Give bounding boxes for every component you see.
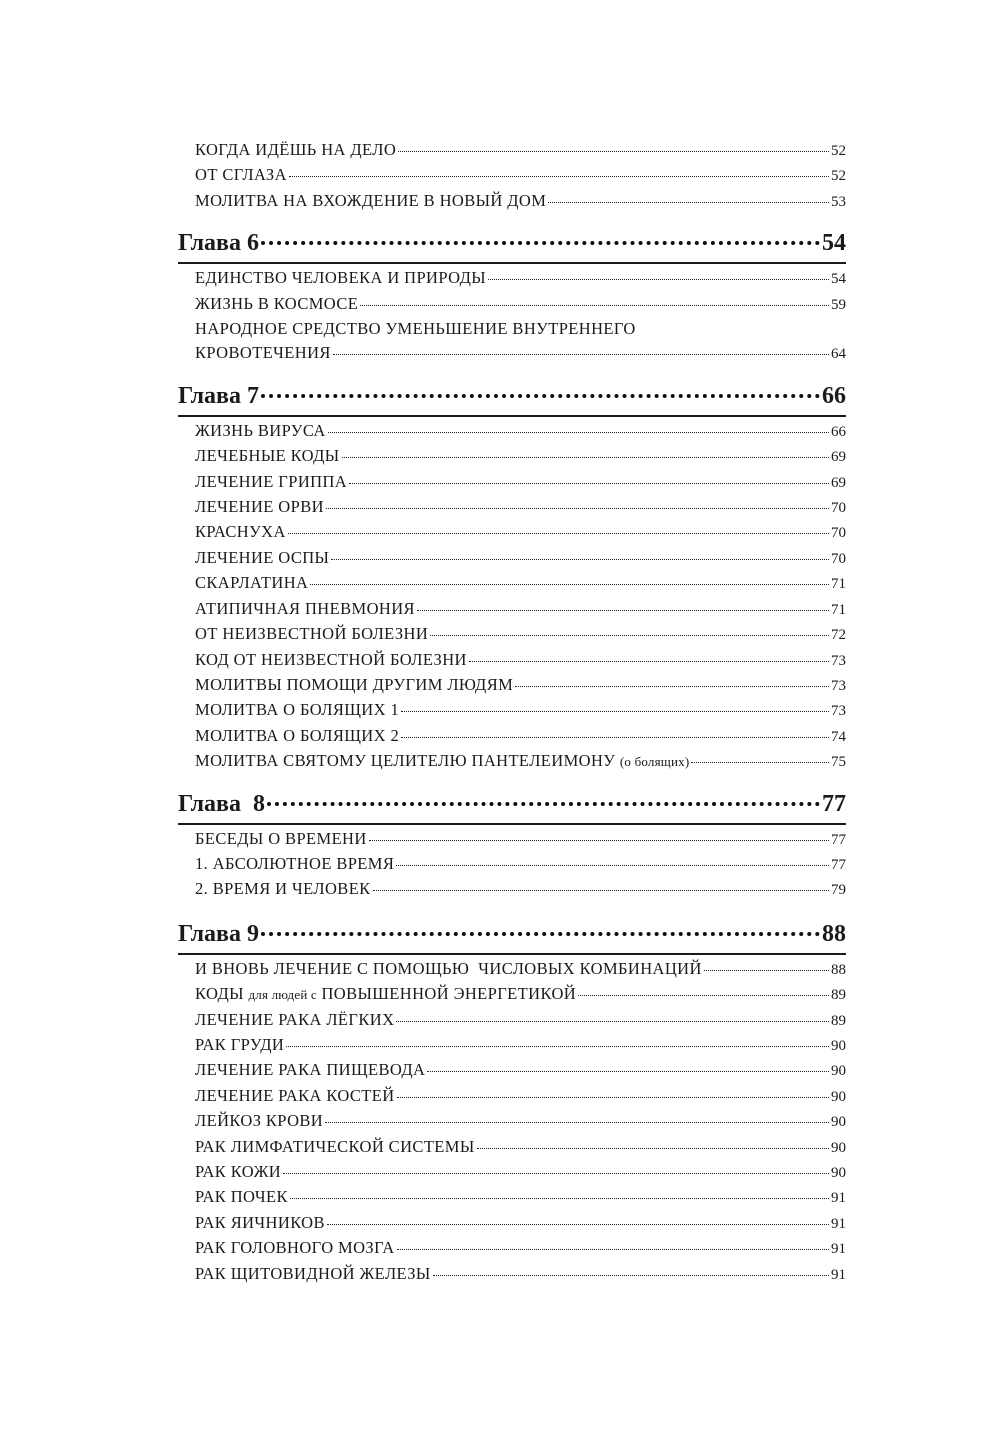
toc-entry[interactable] bbox=[178, 419, 846, 444]
toc-entry-page: 64 bbox=[831, 346, 846, 363]
toc-entry[interactable] bbox=[178, 1236, 846, 1261]
chapter-title: Глава 6 bbox=[178, 230, 259, 257]
toc-entry-title-main: МОЛИТВА СВЯТОМУ ЦЕЛИТЕЛЮ ПАНТЕЛЕИМОНУ bbox=[195, 751, 616, 771]
toc-entry-title bbox=[195, 982, 576, 1007]
toc-entry[interactable] bbox=[178, 470, 846, 495]
toc-entry-title: РАК ЯИЧНИКОВ bbox=[195, 1212, 325, 1232]
toc-entry[interactable] bbox=[178, 444, 846, 469]
dot-leader bbox=[328, 432, 829, 433]
toc-entry-title: ОТ НЕИЗВЕСТНОЙ БОЛЕЗНИ bbox=[195, 624, 429, 644]
dot-leader bbox=[333, 354, 829, 355]
toc-entry-title: ЛЕЧЕНИЕ ОСПЫ bbox=[195, 547, 330, 567]
toc-entry-page: 77 bbox=[831, 831, 846, 848]
dot-leader bbox=[342, 457, 829, 458]
toc-entry[interactable] bbox=[178, 724, 846, 749]
toc-entry[interactable] bbox=[178, 1185, 846, 1210]
toc-chapter-9 bbox=[178, 917, 846, 1287]
toc-entry-page: 91 bbox=[831, 1215, 846, 1232]
toc-entry-note: для людей с bbox=[248, 987, 317, 1003]
dot-leader bbox=[398, 151, 829, 152]
toc-entry-page: 69 bbox=[831, 449, 846, 466]
toc-entry-title: РАК КОЖИ bbox=[195, 1162, 282, 1181]
chapter-page: 66 bbox=[822, 382, 846, 409]
dot-leader bbox=[401, 711, 829, 712]
dot-leader bbox=[360, 305, 829, 306]
chapter-heading[interactable] bbox=[178, 787, 846, 821]
toc-entry-note: (о болящих) bbox=[619, 754, 690, 770]
toc-entry-wrapped-line[interactable]: НАРОДНОЕ СРЕДСТВО УМЕНЬШЕНИЕ ВНУТРЕННЕГО bbox=[195, 319, 636, 339]
dot-leader bbox=[477, 1148, 829, 1149]
toc-entry-page: 53 bbox=[831, 193, 846, 210]
dot-leader bbox=[548, 202, 829, 203]
toc-entry[interactable] bbox=[178, 648, 846, 673]
dot-leader bbox=[396, 1021, 829, 1022]
toc-entry[interactable] bbox=[178, 877, 846, 902]
dot-leader bbox=[396, 865, 829, 866]
toc-entry-title: 1. АБСОЛЮТНОЕ ВРЕМЯ bbox=[195, 853, 395, 873]
toc-entry[interactable] bbox=[178, 1135, 846, 1160]
toc-chapter-7 bbox=[178, 379, 846, 775]
toc-entry[interactable] bbox=[178, 495, 846, 520]
toc-entry-title: РАК ГОЛОВНОГО МОЗГА bbox=[195, 1238, 395, 1258]
dot-leader bbox=[290, 1198, 829, 1199]
toc-entry-page: 90 bbox=[831, 1139, 846, 1156]
toc-section-continued bbox=[178, 138, 846, 214]
toc-entry-title-pre: КОДЫ bbox=[195, 984, 244, 1004]
toc-entry-page: 89 bbox=[831, 987, 846, 1004]
toc-entry-page: 52 bbox=[831, 168, 846, 185]
toc-entry-page: 89 bbox=[831, 1012, 846, 1029]
toc-entry[interactable] bbox=[178, 1160, 846, 1185]
toc-entry-title: РАК ПОЧЕК bbox=[195, 1187, 288, 1207]
dot-leader bbox=[427, 1071, 829, 1072]
toc-entry-page: 91 bbox=[831, 1266, 846, 1283]
toc-entry-title: ЛЕЧЕНИЕ РАКА ЛЁГКИХ bbox=[195, 1009, 395, 1029]
toc-entry-title: РАК ЩИТОВИДНОЙ ЖЕЛЕЗЫ bbox=[195, 1263, 431, 1283]
toc-entry[interactable] bbox=[178, 266, 846, 291]
toc-entry[interactable] bbox=[178, 673, 846, 698]
dot-leader bbox=[704, 970, 829, 971]
toc-entry-page: 52 bbox=[831, 143, 846, 159]
toc-entry[interactable] bbox=[178, 957, 846, 982]
chapter-page: 77 bbox=[822, 790, 846, 817]
dot-leader bbox=[283, 1173, 829, 1174]
dot-leader bbox=[331, 559, 829, 560]
toc-entry[interactable] bbox=[178, 827, 846, 852]
toc-entry[interactable] bbox=[178, 1211, 846, 1236]
toc-entry[interactable] bbox=[178, 341, 846, 366]
dot-leader bbox=[369, 840, 829, 841]
toc-entry-title: РАК ЛИМФАТИЧЕСКОЙ СИСТЕМЫ bbox=[195, 1136, 475, 1156]
toc-entry-title: МОЛИТВЫ ПОМОЩИ ДРУГИМ ЛЮДЯМ bbox=[195, 674, 514, 694]
dot-leader bbox=[691, 762, 829, 763]
toc-entry-title: МОЛИТВА О БОЛЯЩИХ 2 bbox=[195, 725, 400, 745]
toc-entry-title: ОТ СГЛАЗА bbox=[195, 165, 287, 185]
dot-leader bbox=[397, 1097, 829, 1098]
toc-entry-title: КОГДА ИДЁШЬ НА ДЕЛО bbox=[195, 140, 397, 159]
dot-leader bbox=[578, 995, 829, 996]
chapter-rule bbox=[178, 415, 846, 417]
toc-entry[interactable] bbox=[178, 622, 846, 647]
toc-entry-page: 70 bbox=[831, 500, 846, 517]
toc-entry-page: 70 bbox=[831, 525, 846, 542]
dot-leader bbox=[289, 176, 829, 177]
chapter-heading[interactable] bbox=[178, 379, 846, 413]
toc-entry-title: ЛЕЧЕНИЕ ОРВИ bbox=[195, 497, 324, 517]
toc-entry-page: 73 bbox=[831, 677, 846, 694]
toc-entry[interactable] bbox=[178, 982, 846, 1007]
toc-entry[interactable] bbox=[178, 749, 846, 774]
toc-entry-page: 90 bbox=[831, 1114, 846, 1131]
dot-leader bbox=[326, 508, 829, 509]
table-of-contents bbox=[178, 138, 846, 1287]
dot-leader bbox=[397, 1249, 829, 1250]
dot-leader bbox=[288, 533, 829, 534]
toc-entry[interactable] bbox=[178, 1008, 846, 1033]
chapter-heading[interactable] bbox=[178, 917, 846, 951]
chapter-rule bbox=[178, 823, 846, 825]
toc-entry-title: КРАСНУХА bbox=[195, 522, 286, 542]
toc-entry-title: СКАРЛАТИНА bbox=[195, 573, 309, 593]
dot-leader bbox=[488, 279, 829, 280]
toc-entry[interactable] bbox=[178, 597, 846, 622]
dot-leader bbox=[417, 610, 829, 611]
toc-entry-title: ЛЕЙКОЗ КРОВИ bbox=[195, 1111, 324, 1131]
toc-entry-title: ЛЕЧЕНИЕ ГРИППА bbox=[195, 471, 348, 491]
toc-entry[interactable] bbox=[178, 571, 846, 596]
toc-entry-title: ЛЕЧЕНИЕ РАКА КОСТЕЙ bbox=[195, 1085, 395, 1105]
toc-entry-title bbox=[195, 749, 689, 774]
toc-entry-title: МОЛИТВА О БОЛЯЩИХ 1 bbox=[195, 700, 400, 720]
chapter-title: Глава 7 bbox=[178, 382, 259, 409]
toc-entry-page: 54 bbox=[831, 271, 846, 288]
chapter-title: Глава 8 bbox=[178, 790, 265, 817]
toc-entry-title: ЛЕЧЕНИЕ РАКА ПИЩЕВОДА bbox=[195, 1060, 426, 1080]
dot-leader bbox=[267, 802, 820, 806]
toc-entry-title: АТИПИЧНАЯ ПНЕВМОНИЯ bbox=[195, 598, 415, 618]
dot-leader bbox=[469, 661, 829, 662]
chapter-title: Глава 9 bbox=[178, 920, 259, 947]
toc-entry-page: 66 bbox=[831, 423, 846, 440]
toc-entry-page: 90 bbox=[831, 1037, 846, 1054]
toc-entry[interactable] bbox=[178, 1058, 846, 1083]
toc-entry-page: 91 bbox=[831, 1190, 846, 1207]
toc-entry-title: КОД ОТ НЕИЗВЕСТНОЙ БОЛЕЗНИ bbox=[195, 649, 467, 669]
dot-leader bbox=[261, 241, 820, 245]
toc-entry-page: 90 bbox=[831, 1165, 846, 1181]
toc-entry-title: 2. ВРЕМЯ И ЧЕЛОВЕК bbox=[195, 879, 371, 899]
toc-entry[interactable] bbox=[178, 292, 846, 317]
toc-entry[interactable] bbox=[178, 1109, 846, 1134]
toc-entry-page: 69 bbox=[831, 474, 846, 491]
dot-leader bbox=[349, 483, 829, 484]
dot-leader bbox=[310, 584, 829, 585]
toc-entry[interactable] bbox=[178, 138, 846, 163]
toc-entry[interactable] bbox=[178, 852, 846, 877]
toc-entry-page: 75 bbox=[831, 754, 846, 771]
dot-leader bbox=[286, 1046, 829, 1047]
dot-leader bbox=[325, 1122, 829, 1123]
toc-entry-title: ЖИЗНЬ ВИРУСА bbox=[195, 420, 326, 440]
dot-leader bbox=[401, 737, 829, 738]
toc-entry[interactable] bbox=[178, 546, 846, 571]
toc-entry-page: 90 bbox=[831, 1088, 846, 1105]
toc-entry-title: БЕСЕДЫ О ВРЕМЕНИ bbox=[195, 828, 367, 848]
dot-leader bbox=[373, 890, 829, 891]
toc-entry[interactable] bbox=[178, 1033, 846, 1058]
toc-entry-title: ЕДИНСТВО ЧЕЛОВЕКА И ПРИРОДЫ bbox=[195, 268, 487, 288]
dot-leader bbox=[515, 686, 829, 687]
dot-leader bbox=[433, 1275, 829, 1276]
toc-entry-title: КРОВОТЕЧЕНИЯ bbox=[195, 343, 331, 363]
toc-entry-page: 73 bbox=[831, 703, 846, 720]
toc-entry-page: 71 bbox=[831, 601, 846, 618]
toc-chapter-6 bbox=[178, 226, 846, 367]
chapter-rule bbox=[178, 953, 846, 955]
toc-entry-title: ЛЕЧЕБНЫЕ КОДЫ bbox=[195, 446, 340, 466]
toc-entry-title: И ВНОВЬ ЛЕЧЕНИЕ С ПОМОЩЬЮ ЧИСЛОВЫХ КОМБИНАЦИЙ bbox=[195, 958, 702, 978]
toc-entry-title: РАК ГРУДИ bbox=[195, 1034, 285, 1054]
toc-entry[interactable] bbox=[178, 163, 846, 188]
toc-entry[interactable] bbox=[178, 698, 846, 723]
toc-entry-page: 74 bbox=[831, 728, 846, 745]
toc-entry[interactable] bbox=[178, 1262, 846, 1287]
chapter-heading[interactable] bbox=[178, 226, 846, 260]
toc-entry[interactable] bbox=[178, 189, 846, 214]
toc-entry-page: 91 bbox=[831, 1241, 846, 1258]
toc-entry-page: 59 bbox=[831, 296, 846, 313]
toc-entry-page: 90 bbox=[831, 1063, 846, 1080]
chapter-page: 54 bbox=[822, 230, 846, 257]
toc-entry-page: 88 bbox=[831, 961, 846, 978]
toc-chapter-8 bbox=[178, 787, 846, 903]
toc-entry-title: МОЛИТВА НА ВХОЖДЕНИЕ В НОВЫЙ ДОМ bbox=[195, 190, 547, 210]
chapter-rule bbox=[178, 262, 846, 264]
dot-leader bbox=[261, 394, 820, 398]
toc-entry-page: 71 bbox=[831, 576, 846, 593]
toc-entry-page: 70 bbox=[831, 550, 846, 567]
dot-leader bbox=[430, 635, 829, 636]
toc-entry-page: 77 bbox=[831, 856, 846, 873]
dot-leader bbox=[261, 932, 820, 936]
toc-entry[interactable] bbox=[178, 520, 846, 545]
toc-entry-page: 79 bbox=[831, 882, 846, 899]
toc-entry-page: 72 bbox=[831, 627, 846, 644]
toc-entry-title: ЖИЗНЬ В КОСМОСЕ bbox=[195, 293, 359, 313]
dot-leader bbox=[327, 1224, 829, 1225]
toc-entry-title-post: ПОВЫШЕННОЙ ЭНЕРГЕТИКОЙ bbox=[321, 984, 577, 1004]
toc-entry-page: 73 bbox=[831, 652, 846, 669]
chapter-page: 88 bbox=[822, 920, 846, 947]
toc-entry[interactable] bbox=[178, 1084, 846, 1109]
